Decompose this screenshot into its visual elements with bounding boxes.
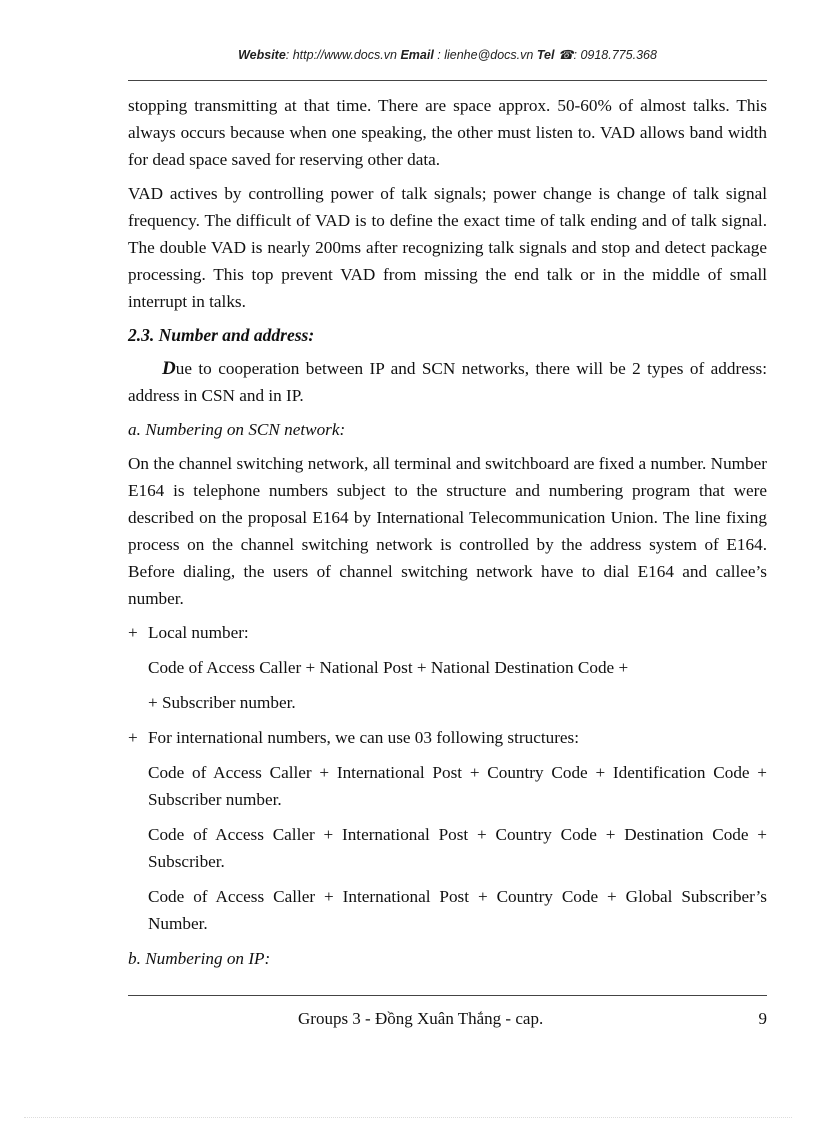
footer-text: Groups 3 - Đồng Xuân Thắng - cap. [298,1009,544,1028]
subheading-scn: a. Numbering on SCN network: [128,420,346,439]
website-value: : http://www.docs.vn [285,48,397,62]
email-label: Email [400,48,434,62]
paragraph-vad-actives: VAD actives by controlling power of talk signals; power change is change of talk signal frequency. The difficult of VAD is to define the exact time of talk ending and of talk signal. The double VAD is nearly 200ms after recognizing talk signals and stop and detect package processing. This top prevent VAD from missing the end talk or in the middle of small interrupt in talks. [128,184,767,311]
page-content [128,92,767,979]
local-number-label: Local number: [148,623,249,642]
email-value: : lienhe@docs.vn [437,48,534,62]
international-structure-2: Code of Access Caller + International Post + Country Code + Destination Code + Subscriber. [148,825,767,871]
website-label: Website [238,48,286,62]
plus-marker: + [128,623,138,642]
international-label: For international numbers, we can use 03 following structures: [148,728,580,747]
paragraph-vad-continuation: stopping transmitting at that time. There are space approx. 50-60% of almost talks. This always occurs because when one speaking, the other must listen to. VAD allows band width for dead space saved for reserving other data. [128,96,767,169]
list-item-international [128,724,767,751]
international-structure-3: Code of Access Caller + International Post + Country Code + Global Subscriber’s Number. [148,887,767,933]
tel-value: ☎: 0918.775.368 [557,48,657,62]
international-structure-1: Code of Access Caller + International Post + Country Code + Identification Code + Subscriber number. [148,763,767,809]
header-rule [128,80,767,81]
page-header [128,47,767,62]
page-bottom-edge [24,1117,792,1118]
list-item-local [128,619,767,646]
footer-rule [128,995,767,996]
intro-text: ue to cooperation between IP and SCN networks, there will be 2 types of address: address in CSN and in IP. [128,359,767,405]
drop-cap: D [162,358,176,379]
intro-paragraph [128,355,767,409]
subheading-ip: b. Numbering on IP: [128,949,271,968]
paragraph-channel-switching: On the channel switching network, all terminal and switchboard are fixed a number. Number E164 is telephone numbers subject to the structure and numbering program that were described on the proposal E164 by International Telecommunication Union. The line fixing process on the channel switching network is controlled by the address system of E164. Before dialing, the users of channel switching network have to dial E164 and callee’s number. [128,454,767,608]
page-number: 9 [758,1009,767,1028]
tel-label: Tel [536,48,555,62]
section-heading: 2.3. Number and address: [128,325,315,345]
plus-marker: + [128,728,138,747]
local-structure-line2: + Subscriber number. [148,693,296,712]
local-structure-line1: Code of Access Caller + National Post + National Destination Code + [148,658,629,677]
